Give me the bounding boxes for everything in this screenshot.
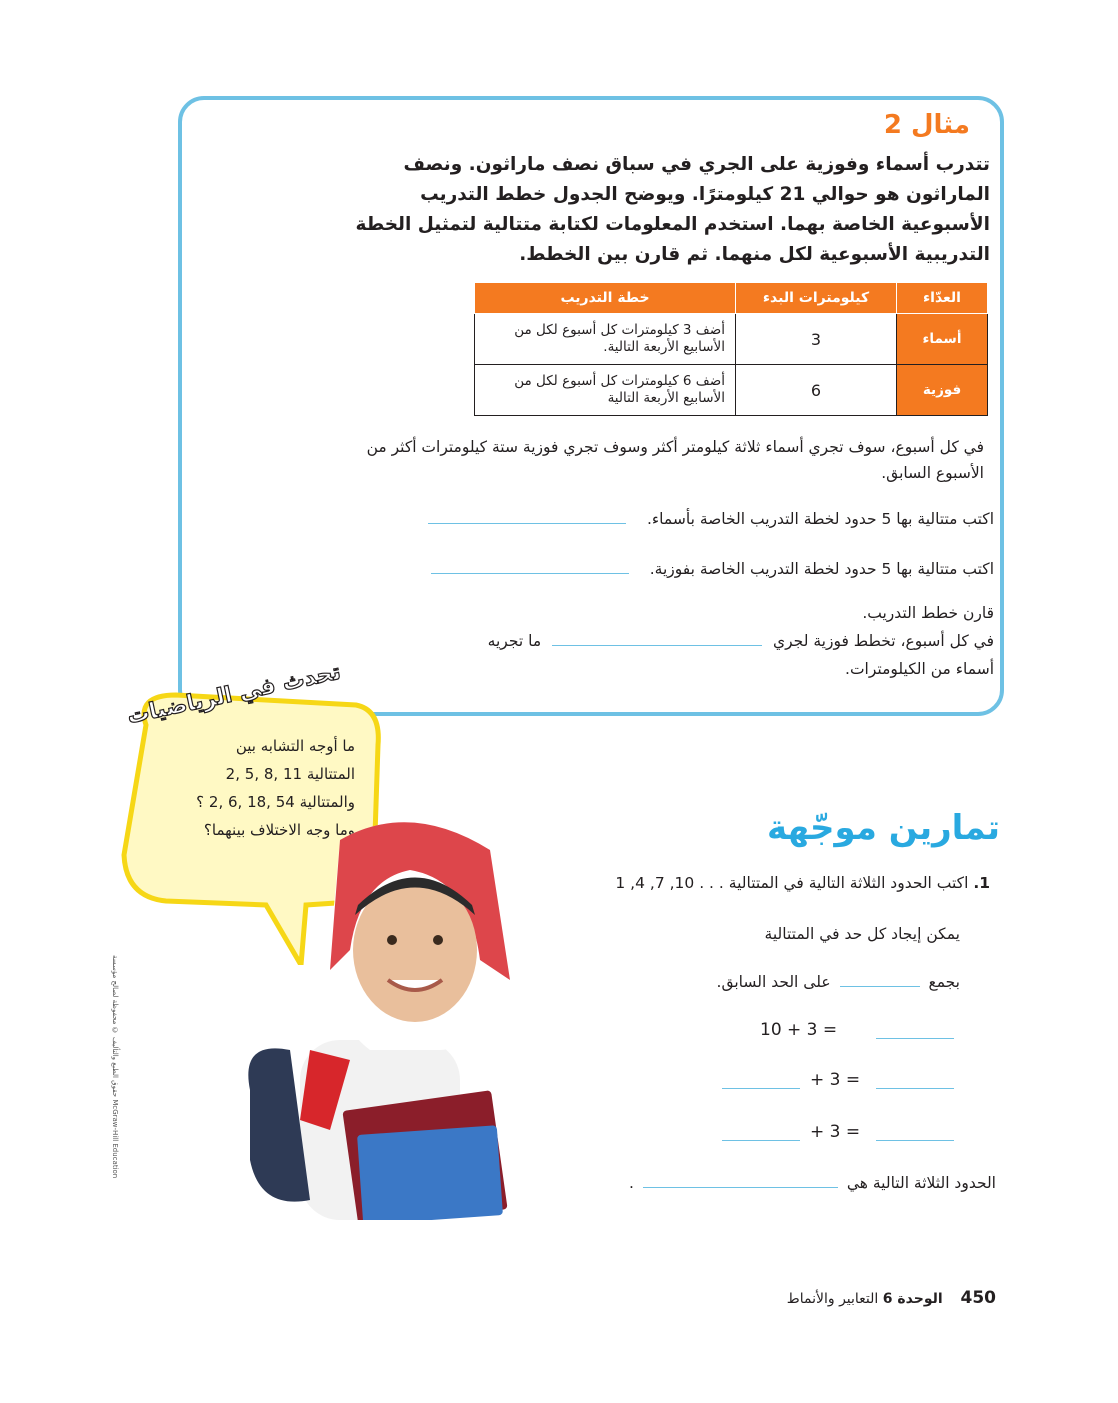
equation-3-answer-blank[interactable] [876,1124,954,1141]
training-table [474,282,988,416]
table-row [475,365,988,416]
compare-part1: في كل أسبوع، تخطط فوزية لجري [773,632,994,650]
compare-part2: ما تجريه [487,632,542,650]
page-footer [560,1288,996,1308]
runner-cell: أسماء [897,314,988,365]
student-illustration [240,800,540,1220]
page-number: 450 [960,1288,996,1308]
plan-cell: أضف 6 كيلومترات كل أسبوع لكل من الأسابيع الأربعة التالية [475,365,736,416]
add-rest: على الحد السابق. [716,973,831,991]
equation-2-answer-blank[interactable] [876,1072,954,1089]
example-problem-text: تتدرب أسماء وفوزية على الجري في سباق نصف ماراثون. ونصف الماراثون هو حوالي 21 كيلومترًا. ويوضح الجدول خطط التدريب الأسبوعية الخاصة بهما. استخدم المعلومات لكتابة متتالية لتمثيل الخطة التدريبية الأسبوعية لكل منهما. ثم قارن بين الخطط. [355,154,990,265]
compare-row [340,628,994,654]
bubble-line-3: والمتتالية 54 ,18 ,6 ,2 ؟ [196,793,355,811]
equation-2-left-blank[interactable] [722,1072,800,1089]
table-header-row [475,283,988,314]
fawzia-answer-blank[interactable] [431,573,629,574]
answer-period: . [629,1174,634,1192]
compare-part3: أسماء من الكيلومترات. [845,660,994,678]
header-start-km: كيلومترات البدء [736,283,897,314]
runner-cell: فوزية [897,365,988,416]
talk-math-title: تحدث في الرياضيات [125,659,343,730]
equation-1-text: 10 + 3 = [760,1020,838,1040]
equation-3-left-blank[interactable] [722,1124,800,1141]
write-asma-prompt: اكتب متتالية بها 5 حدود لخطة التدريب الخاصة بأسماء. [646,510,994,528]
unit-title: التعابير والأنماط [786,1291,879,1307]
question-1-add-row [600,973,960,991]
publisher-credit: حقوق الطبع والتأليف © محفوظة لصالح مؤسسة McGraw-Hill Education [111,955,119,1179]
compare-label: قارن خطط التدريب. [862,604,994,622]
equation-3-text: + 3 = [810,1122,861,1142]
write-fawzia-row [340,556,994,582]
km-cell: 6 [736,365,897,416]
equation-2-text: + 3 = [810,1070,861,1090]
talk-math-banner [104,659,364,730]
write-fawzia-prompt: اكتب متتالية بها 5 حدود لخطة التدريب الخاصة بفوزية. [649,560,994,578]
add-amount-blank[interactable] [840,986,920,987]
question-1-hint: يمكن إيجاد كل حد في المتتالية [764,925,960,943]
compare-answer-blank[interactable] [552,645,762,646]
next-terms-answer-blank[interactable] [643,1187,838,1188]
write-asma-row [340,506,994,532]
header-plan: خطة التدريب [475,283,736,314]
km-cell: 3 [736,314,897,365]
question-1-row [520,874,990,892]
add-word: بجمع [928,973,960,991]
question-1-text: اكتب الحدود الثلاثة التالية في المتتالية . . . 10, 7, 4, 1 [615,874,969,892]
table-row [475,314,988,365]
equation-1-answer-blank[interactable] [876,1022,954,1039]
explanation-text: في كل أسبوع، سوف تجري أسماء ثلاثة كيلومتر أكثر وسوف تجري فوزية ستة كيلومترات أكثر من الأسبوع السابق. [366,438,984,482]
asma-answer-blank[interactable] [428,523,626,524]
question-1-number: 1. [973,874,990,892]
plan-cell: أضف 3 كيلومترات كل أسبوع لكل من الأسابيع الأربعة التالية. [475,314,736,365]
unit-label: الوحدة 6 [882,1291,943,1307]
bubble-line-2: المتتالية 11 ,8 ,5 ,2 [225,765,355,783]
example-title: مثال 2 [883,110,970,140]
guided-exercises-title: تمارين موجّهة [766,808,1000,848]
bubble-line-1: ما أوجه التشابه بين [235,737,355,755]
header-runner: العدّاء [897,283,988,314]
answer-label: الحدود الثلاثة التالية هي [846,1174,996,1192]
bubble-line-4: وما وجه الاختلاف بينهما؟ [203,821,355,839]
question-1-answer-row [596,1174,996,1192]
equation-1-row [760,1020,837,1040]
